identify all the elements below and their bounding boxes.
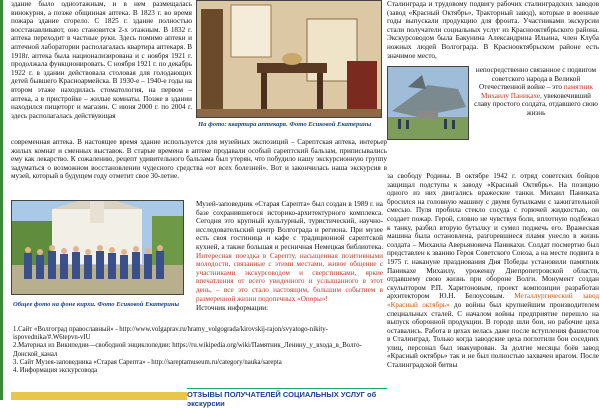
factory-highlight: Металлургический завод «Красный октябрь» [387,292,599,309]
apartment-photo-caption: На фото: квартира аптекаря. Фото Есиковой Екатерины [198,121,372,128]
reviews-heading: ОТЗЫВЫ ПОЛУЧАТЕЛЕЙ СОЦИАЛЬНЫХ УСЛУГ об экскурсии [187,388,387,400]
right-top-text: Сталинграда и трудовому подвигу рабочих сталинградских заводов (завод «Красный Октябрь», Тракторный завод), которые в военные годы выпускали продукцию для фронта. Участниками экскурсии стали получатели социальных услуг из Краснооктябрьского района. Экскурсоводом была Бакунина Александрина Ильина, член Клуба ножных людей Волгограда. В Краснооктябрьском районе есть значимое место, [387,0,599,60]
reference-item: 4. Информация экскурсовода [13,367,98,375]
sources-title: Источник информации: [196,304,269,313]
right-side-follow: увековечивший славу простого солдата, отдавшего свою жизнь [474,91,598,117]
right-main-block [387,172,599,370]
pharmacist-apartment-photo [196,0,382,118]
monument-highlight: памятник Михаилу Паникахе, [481,83,593,100]
group-photo-caption: Общее фото на фоне кирхи. Фото Есиковой Екатерины [13,301,180,308]
bottom-color-bar [11,392,187,400]
right-side-lead: непосредственно связанное с подвигом советского народа в Великой Отечественной войне – это [475,66,597,92]
museum-paragraph: Музей-заповедник «Старая Сарепта» был создан в 1989 г. на базе сохранившегося историко-архитектурного комплекса. Сегодня это крупный культурный, туристический, научно-исследовательский центр Волгограда и региона. При музее есть своя гостиница и кафе с традиционной сарептской кухней, а также большая и ресничная Немецкая библиотека. [196,200,383,251]
reference-item[interactable]: 3. Сайт Музея-заповедника «Старая Сарепта» - http://sareptamuseum.ru/category/nauka/sarepta [13,358,282,366]
monument-story: за свободу Родины. В октябре 1942 г. отряд советских бойцов защищал подступы к заводу «Красный Октябрь». На позицию одного из них двигались вражеские танки. Михаил Паникаха бросился на головную машину с двумя бутылками с зажигательной смесью. Пуля пробила стекло сосуда с горючей жидкостью, он создает пожар. Герой, словно не чувствуя боли, вплотную подбежал к танку, разбил вторую бутылку и сумел поджечь его. Вражеская машина была остановлена, разгоревшиеся пламя унесло в жизнь солдата – Михаила Аверьяновича Паникахи. Солдат посмертно был представлен к званию Героя Советского Союза, а на месте подвига в 1975 г. накануне празднования Дня Победы установили памятник Паникахе Михаилу, уроженцу Днепропетровской области, отдавшему свою жизнь при обороне Волги. Монумент создан скульптором Р.П. Харитоновым, проект композиции разработан архитектором Ю.Н. Белоусовым. [387,172,599,301]
wide-paragraph [11,138,387,181]
left-column [11,0,192,120]
middle-column [196,200,383,313]
factory-story: до войны был крупнейшим производителем специальных сталей. С началом войны предприятие перешло на выпуск оборонной продукции. В городе шли бои, но рабочие цеха оставались. Работа в цехах велась даже после вступления фашистов в Сталинград. Только когда заводские цеха поглотили бои соседних улиц, персонал был эвакуирован. За долгие месяцы боёв завод «Красный октябрь» так и не был полностью захвачен врагом. После Сталинградской битвы [387,300,600,370]
right-column [387,0,599,60]
right-side-text [473,66,599,118]
wide-article-text: современная аптека. В настоящее время здание используется для музейных экспозиций – Сарептская аптека, интерьер жилых комнат и сменных выставок. В старые времена в аптеке продавали особый сарептский бальзам, приписывались ему как лекарство. К сожалению, рецепт удивительного бальзама был утерян, что побудило нашу экскурсионную группу задуматься о возможном восстановлении чудесного средства «от всех болезней». Вот и закончилась наша экскурсия в музей, который в будущем году отметит свое 30-летие. [11,138,387,181]
references-list [13,326,383,375]
museum-text [196,200,383,303]
left-article-text: здание было одноэтажным, и в нем размещалась винокурня, а позже общинная аптека. В 1823 г. во время пожара здание сгорело. С 1825 г. здание полностью восстанавливают, оно становится 2-х этажным. В 1832 г. аптека переходит в частные руки. Здесь помимо аптеки и аптечной лаборатории располагалась квартира аптекаря. В 1918г. аптека была национализирована и с ноября 1921 г. продолжала функционировать. С ноября 1921 г. по декабрь 1922 г. в здании действовала столовая для голодающих детей бывшего Красноармейска. В 1930-е – 1940-е годы на втором этаже находилась стоматология, на первом – аптека, а в пристройке – жилые комнаты. Позже в здании находился пищеторг и магазин. С июня 2000 г. по 2004 г. здесь располагалась действующая [11,0,192,120]
panikakha-monument-photo [387,66,469,140]
reference-item[interactable]: 1.Сайт «Волгоград православный» - http://www.volgaprav.ru/hramy_volgograda/kirovskij-rajon/svyatogo-nikity-ispovednika/#.W6tepvn-vIU [13,326,328,342]
right-main-text [387,172,599,370]
reference-item[interactable]: 2.Материал из Википедии—свободной энциклопедии: https://ru.wikipedia.org/wiki/Памятник_Ленину_у_входа_в_Волго-Донской_канал [13,342,362,358]
right-side-block [473,66,599,118]
group-photo-church [11,200,184,295]
trip-highlight: Интересная поездка в Сарепту, насыщенная позитивными молодости, связанные с этими местами, живое общение с участниками экскурсоводом и сверстниками, яркие впечатления от всего увиденного и услышанного в этот день, – все это стало настоящим, большим событием в размеренной жизни подопечных «Опоры»! [196,251,383,303]
